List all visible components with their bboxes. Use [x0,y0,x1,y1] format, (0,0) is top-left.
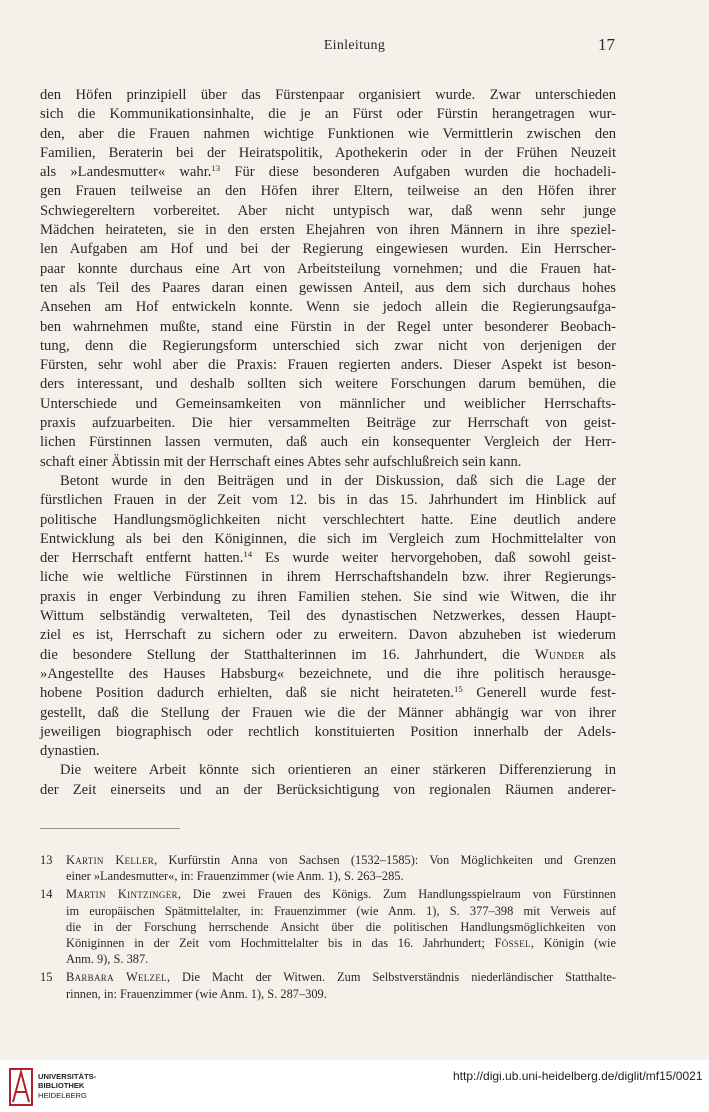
text-line [40,761,616,780]
footnote-text [66,852,616,884]
footnote-text [66,886,616,967]
text-line-content: ben wahrnehmen mußte, stand eine Fürstin in der Regel unter besonderer Beobach- [40,318,616,335]
footnote-line [66,935,616,951]
text-line-content: der Herrschaft entfernt hatten. [40,550,244,567]
text-line-content: Schwiegereltern vorbereitet. Aber nicht untypisch war, daß wenn sehr junge [40,202,616,219]
text-line-content: gestellt, daß die Stellung der Frauen wie die der Männer abhängig war von ihrer [40,704,616,721]
text-line [40,723,616,742]
text-line-content: Unterschiede und Gemeinsamkeiten von männlicher und weiblicher Herrschafts- [40,395,616,412]
text-line-content: schaft einer Äbtissin mit der Herrschaft eines Abtes sehr aufschlußreich sein kann. [40,453,522,470]
author-name: Kartin Keller [66,853,155,867]
text-line-content: len Aufgaben am Hof und bei der Regierung eingewiesen wurden. Ein Herrscher- [40,241,616,258]
text-line [40,318,616,337]
text-line [40,626,616,645]
footnotes [40,852,616,1004]
text-line-content: »Angestellte des Hauses Habsburg« bezeichnete, und die ihre politisch herausge- [40,665,616,682]
text-line-content: Mädchen heirateten, sie in den ersten Ehejahren von ihren Männern in ihre speziel- [40,222,616,239]
text-line-content: praxis in enger Verbindung zu ihren Familien stehen. Sie sind wie Witwen, die ihr [40,588,616,605]
text-line [40,472,616,491]
text-line [40,144,616,163]
text-line-content: ziel es ist, Herrschaft zu sichern oder zu erweitern. Davon abzuheben ist wiederum [40,627,616,644]
text-line [40,182,616,201]
footnote-line [66,986,616,1002]
text-line-content: dynastien. [40,743,100,760]
text-line-content: die besondere Stellung der Statthalterinnen im 16. Jahrhundert, die [40,646,535,663]
text-line-content: den, aber die Frauen nahmen wichtige Funktionen wie Vermittlerin zwischen den [40,125,616,142]
text-line [40,260,616,279]
footnote-reference: 13 [211,163,221,174]
text-line [40,665,616,684]
text-line [40,607,616,626]
text-line [40,279,616,298]
text-line-content: ders interessant, und deshalb sollten sich weitere Forschungen darum bemühen, die [40,376,616,393]
text-line [40,240,616,259]
footnote-line [66,951,616,967]
footnote-line-content: , Kurfürstin Anna von Sachsen (1532–1585): Von Möglichkeiten und Grenzen [154,853,616,867]
footnote-number: 13 [40,853,53,867]
text-line-continuation: Generell wurde fest- [462,685,616,702]
text-line-content: Betont wurde in den Beiträgen und in der Diskussion, daß sich die Lage der [60,472,616,489]
text-line-content: Fürsten, sehr wohl aber die Praxis: Frauen regierten anders. Dieser Aspekt ist beson- [40,357,616,374]
text-line [40,221,616,240]
footnote-line-content: Königinnen in der Zeit vom Hochmittelalter bis in das 16. Jahrhundert; [66,935,495,950]
text-line-content: tung, denn die Regierungsform unterschied sich zwar nicht von derjenigen der [40,337,616,354]
text-line-content: liche wie weltliche Fürstinnen in ihrem Herrschaftshandeln bzw. ihrer Regierungs- [40,569,616,586]
digitization-footer [0,1060,709,1112]
footnote-line-content: , Die Macht der Witwen. Zum Selbstverständnis niederländischer Statthalte- [166,970,617,985]
footnote-number: 15 [40,970,53,985]
page-number: 17 [598,35,615,54]
library-name-line: BIBLIOTHEK [38,1081,85,1091]
text-line-content: politische Handlungsmöglichkeiten nicht verschlechtert hatte. Eine deutlich andere [40,511,616,528]
text-line [40,742,616,761]
footnote-line-content: , Die zwei Frauen des Königs. Zum Handlungsspielraum von Fürstinnen [177,887,617,902]
text-line-content: Wittum selbständig verwalteten, Teil des dynastischen Netzwerkes, dessen Haupt- [40,608,616,625]
text-line [40,704,616,723]
text-line-content: hobene Position dadurch erhielten, daß sie nicht heirateten. [40,685,455,702]
footnote-line [66,969,616,985]
text-line [40,433,616,452]
text-line [40,511,616,530]
text-line [40,202,616,221]
text-line [40,684,616,703]
text-line [40,588,616,607]
text-line-content: ten als Teil des Paares daran einen gewissen Anteil, aus dem sich durchaus hohes [40,279,616,296]
author-name: Barbara Welzel [66,970,167,985]
text-line [40,414,616,433]
text-line [40,105,616,124]
footnote-line-content: die in der Forschung herrschende Ansicht über die politischen Handlungsmöglichkeiten von [66,919,616,934]
text-line-continuation: als [584,646,616,663]
library-name [38,1072,96,1100]
text-line [40,781,616,800]
running-header-title: Einleitung [323,38,386,53]
text-line [40,163,616,182]
text-line-content: als »Landesmutter« wahr. [40,164,212,181]
footnote-line [66,886,616,902]
footnote-number: 14 [40,887,53,902]
text-line-content: lichen Fürstinnen lassen vermuten, daß auch ein konsequenter Vergleich der Herr- [40,434,616,451]
library-name-line: UNIVERSITÄTS- [38,1072,97,1081]
text-line [40,646,616,665]
author-name: Martin Kintzinger [66,887,178,902]
footnote-line [66,852,616,868]
text-line [40,86,616,105]
text-line [40,549,616,568]
footnote-line [66,868,616,884]
text-line-content: der Zeit einerseits und an der Berücksichtigung von regionalen Räumen anderer- [40,781,616,798]
text-line [40,375,616,394]
footnote-line [66,919,616,935]
text-line [40,337,616,356]
text-line [40,298,616,317]
body-text [40,86,616,800]
text-line-content: Ansehen am Hof entwickeln konnte. Wenn sie jedoch allein die Regierungsaufga- [40,299,616,316]
footnote-line-content: im europäischen Spätmittelalter, in: Frauenzimmer (wie Anm. 1), S. 377–398 mit Verweis auf [66,903,616,918]
library-logo-icon [9,1068,33,1106]
text-line [40,530,616,549]
text-line-content: paar konnte durchaus eine Art von Arbeitsteilung vornehmen; und die Frauen hat- [40,260,616,277]
text-line-continuation: Es wurde weiter hervorgehoben, daß sowohl geist- [252,550,616,567]
footnote-reference: 14 [243,549,253,560]
text-line [40,356,616,375]
source-url[interactable]: http://digi.ub.uni-heidelberg.de/diglit/mf15/0021 [453,1069,703,1083]
text-line-content: sich die Kommunikationsinhalte, die je an Fürst oder Fürstin herangetragen wur- [40,106,616,123]
author-name: Wunder [534,646,585,663]
text-line-content: Familien, Beraterin bei der Heiratspolitik, Apothekerin oder in der Frühen Neuzeit [40,144,616,161]
footnote-text [66,969,616,1001]
text-line-content: Die weitere Arbeit könnte sich orientieren an einer stärkeren Differenzierung in [60,762,616,779]
footnote [40,886,616,967]
text-line [40,395,616,414]
text-line-content: den Höfen prinzipiell über das Fürstenpaar organisiert wurde. Zwar unterschieden [40,87,616,103]
footnote-line [66,903,616,919]
footnote-reference: 15 [454,684,463,695]
footnote [40,852,616,884]
footnote [40,969,616,1001]
footnote-line-content: einer »Landesmutter«, in: Frauenzimmer (wie Anm. 1), S. 263–285. [66,869,404,884]
author-name: Fössel [494,935,531,950]
text-line-content: gen Frauen teilweise an den Höfen ihrer Eltern, teilweise an den Höfen ihrer [40,183,616,200]
footnote-line-continuation: , Königin (wie [530,935,616,950]
footnote-line-content: Anm. 9), S. 387. [66,952,149,967]
text-line [40,125,616,144]
library-name-line: HEIDELBERG [38,1090,87,1100]
footnote-line-content: rinnen, in: Frauenzimmer (wie Anm. 1), S. 287–309. [66,986,327,1001]
text-line-content: praxis aufzuarbeiten. Die hier versammelten Beiträge zur Herrschaft von geist- [40,415,616,432]
text-line [40,453,616,472]
footnote-divider [40,828,180,829]
text-line-content: Entwicklung als bei den Königinnen, die sich im Vergleich zum Hochmittelalter von [40,530,616,547]
text-line [40,568,616,587]
text-line-content: jeweiligen biographisch oder rechtlich konstituierten Position innerhalb der Adels- [40,723,616,740]
text-line-continuation: Für diese besonderen Aufgaben wurden die hochadeli- [220,164,616,181]
text-line [40,491,616,510]
text-line-content: fürstlichen Frauen in der Zeit vom 12. bis in das 15. Jahrhundert im Hinblick auf [40,492,616,509]
